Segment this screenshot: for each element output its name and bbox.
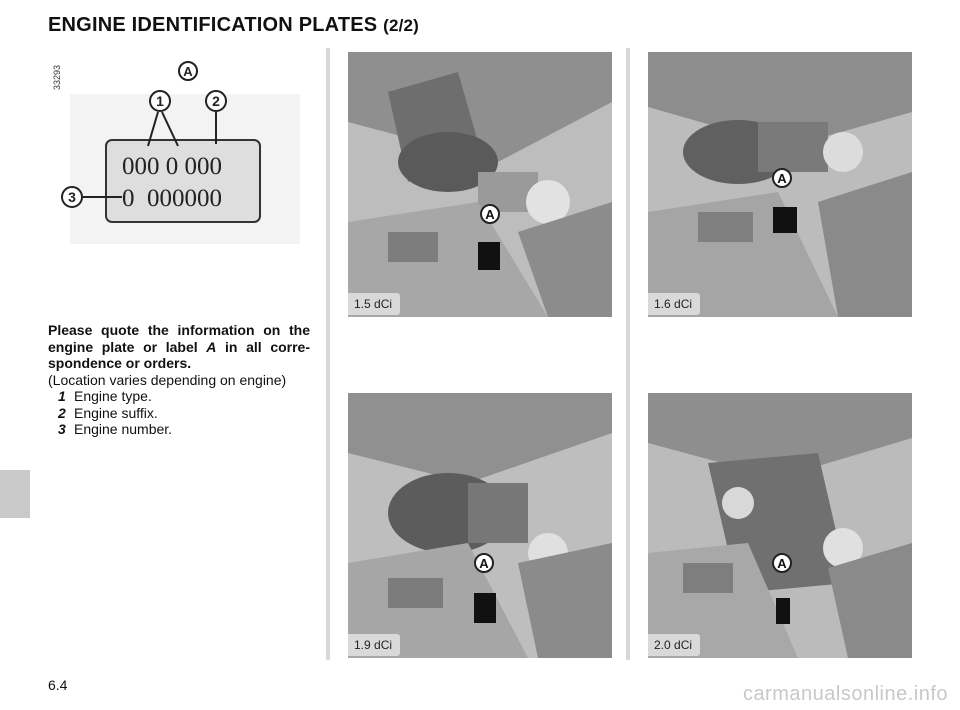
engine-photo-2	[648, 52, 912, 317]
intro-paragraph: Please quote the information on the engine plate or label A in all corre-spondence or orders.	[48, 322, 310, 371]
engine-photo-4	[648, 393, 912, 658]
label-a-marker: A	[474, 553, 494, 573]
engine-plate-drawing	[50, 54, 312, 284]
engine-photo-1	[348, 52, 612, 317]
page-number: 6.4	[48, 677, 68, 693]
page-title-main: ENGINE IDENTIFICATION PLATES	[48, 14, 378, 36]
engine-photo-3	[348, 393, 612, 658]
legend-item-3: 3 Engine number.	[58, 421, 173, 437]
label-a-marker: A	[772, 553, 792, 573]
plate-line-1: 000 0 000	[122, 153, 222, 180]
watermark: carmanualsonline.info	[742, 683, 948, 705]
engine-label: 1.9 dCi	[348, 634, 400, 656]
section-tab	[0, 470, 30, 518]
column-divider-right	[626, 48, 630, 660]
label-a-marker: A	[480, 204, 500, 224]
engine-plate-figure	[50, 54, 312, 284]
engine-label: 1.5 dCi	[348, 293, 400, 315]
legend-item-1: 1 Engine type.	[58, 388, 152, 404]
callout-1: 1	[156, 93, 164, 109]
engine-label: 1.6 dCi	[648, 293, 700, 315]
callout-a: A	[183, 64, 193, 79]
callout-3: 3	[68, 189, 76, 205]
plate-figure-code: 33293	[52, 64, 62, 90]
callout-2: 2	[212, 93, 220, 109]
legend-item-2: 2 Engine suffix.	[58, 404, 158, 421]
engine-label: 2.0 dCi	[648, 634, 700, 656]
page-title	[48, 14, 419, 37]
label-a-marker: A	[772, 168, 792, 188]
page-title-part: (2/2)	[383, 16, 420, 35]
column-divider-left	[326, 48, 330, 660]
plate-line-2: 0 000000	[122, 185, 222, 212]
location-note: (Location varies depending on engine)	[48, 371, 287, 388]
instructions-text	[48, 322, 310, 438]
